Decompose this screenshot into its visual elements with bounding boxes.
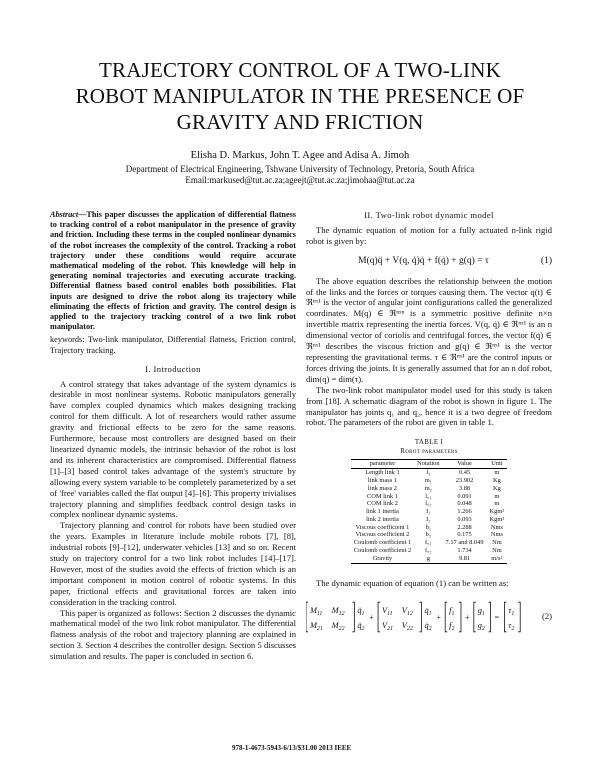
section-heading-model: II. Two-link robot dynamic model	[364, 210, 494, 220]
abstract-label: Abstract	[50, 210, 79, 219]
table-row	[351, 485, 507, 493]
equation-2	[306, 599, 552, 635]
intro-paragraph-3: This paper is organized as follows: Section 2 discusses the dynamic mathematical model of the two link robot manipulator. The differential flatness analysis of the robot and trajectory planning are explained in section 3. Section 4 describes the controller design. Section 5 discusses simulation and results. The paper is concluded in section 6.	[50, 607, 296, 662]
table-header-cell: parameter	[369, 460, 396, 468]
table-cell: g	[426, 554, 430, 562]
table-cell: m	[494, 492, 500, 500]
table-cell: 0.45	[458, 469, 471, 477]
svg-text:V22: $V_{22}$	[401, 620, 413, 632]
equation-1-body: M(q)q̈ + V(q, q̇)q̇ + f(q̇) + g(q) = τ	[358, 255, 489, 266]
title-line: TRAJECTORY CONTROL OF A TWO-LINK	[99, 58, 501, 82]
table-cell: Kgm²	[489, 508, 505, 516]
left-column	[50, 210, 296, 662]
svg-text:V21: $V_{21}$	[382, 620, 394, 632]
table-cell: I₂	[426, 515, 431, 523]
title-line: GRAVITY AND FRICTION	[176, 110, 424, 134]
table-cell: link 1 inertia	[366, 508, 399, 516]
email: Email:markused@tut.ac.za;ageejt@tut.ac.za;jimohaa@tut.ac.za	[185, 175, 415, 185]
svg-text:+: +	[436, 612, 442, 622]
table-cell: COM link 1	[367, 492, 398, 500]
intro-paragraph-1: A control strategy that takes advantage of the system dynamics is desirable in most nonlinear systems. Robotic manipulators generally have complex coupled dynamics which makes designing tracking control for them difficult. A lot of researchers would rather assume gravity and frictional effects to be zero for the same reasons. Furthermore, because most controllers are designed based on their linearized dynamic models, the intrinsic behavior of the robot is lost and its inherent characteristics are compromised. Differential flatness [1]–[3] based control takes advantage of the system's structure by allowing every system variable to be completely parameterized by a set of 'free' variables called the flat output [4]–[6]. This property trivialises trajectory planning and simplifies feedback control design tasks in complex nonlinear dynamic systems.	[50, 378, 296, 520]
table-cell: 0.048	[457, 500, 472, 508]
svg-text:q̇1: $q̇_1$	[424, 605, 432, 617]
table-row	[351, 555, 507, 563]
table-cell: Coulomb coefficient 1	[353, 539, 412, 547]
equation-1-number: (1)	[540, 255, 552, 266]
table-cell: 0.175	[457, 531, 472, 539]
table-header-cell: Notation	[417, 460, 440, 468]
table-cell: COM link 2	[367, 500, 398, 508]
table-cell: 7.17 and 8.049	[445, 539, 484, 547]
table-header-cell: Value	[457, 460, 472, 468]
table-cell: link mass 1	[367, 476, 398, 484]
table-cell: m	[494, 500, 500, 508]
table-row	[351, 493, 507, 501]
table-body	[351, 469, 507, 564]
robot-parameters-table	[351, 459, 507, 563]
svg-text:τ1: $\tau_1$	[508, 605, 515, 617]
affiliation-block	[30, 164, 570, 186]
table-cell: f꜀₁	[425, 539, 432, 547]
model-paragraph-4: The dynamic equation of equation (1) can be written as:	[316, 577, 509, 588]
svg-text:M22: $M_{22}$	[331, 620, 345, 632]
svg-text:f2: $f_2$	[449, 620, 455, 632]
abstract	[50, 210, 296, 332]
svg-text:τ2: $\tau_2$	[508, 620, 515, 632]
table-cell: 1.266	[457, 508, 472, 516]
table-cell: I₁	[426, 508, 431, 516]
model-paragraph-2: The above equation describes the relationship between the motion of the links and the forces or torques causing them. The vector q(t) ∈ ℜⁿˣ¹ is the vector of angular joint configurations called the generalized coordinates. M(q) ∈ ℜⁿˣⁿ is a symmetric positive definite n×n invertible matrix representing the inertia forces. V(q, q̇) ∈ ℜⁿˣ¹ is an n dimensional vector of coriolis and centrifugal forces, the vector f(q̇) ∈ ℜⁿˣ¹ describes the viscous friction and g(q) ∈ ℜⁿˣ¹ is the vector representing the gravitational terms. τ ∈ ℜⁿˣ¹ are the control inputs or forces driving the joints. It is generally assumed that for an n dof robot, dim(q) = dim(τ).	[306, 275, 552, 384]
svg-text:V12: $V_{12}$	[401, 605, 413, 617]
table-cell: Kg	[492, 476, 501, 484]
table-cell: l₁	[426, 469, 431, 477]
title-line: ROBOT MANIPULATOR IN THE PRESENCE OF	[75, 84, 525, 108]
table-cell: 2.288	[457, 523, 472, 531]
table-caption	[306, 438, 552, 456]
abstract-text: —This paper discusses the application of differential flatness to tracking control of a robot manipulator in the presence of gravity and friction. Including these terms in the coupled nonlinear dynamics of the robot increases the complexity of the control. Tracking a robot trajectory under these conditions would require accurate mathematical modeling of the robot. This knowledge will help in generating nominal trajectories and executing accurate tracking. Differential flatness based control enables both possibilities. Flat inputs are designed to drive the robot along its trajectory while eliminating the effects of friction and gravity. The control design is applied to the trajectory tracking control of a two link robot manipulator.	[50, 210, 296, 332]
table-cell: l꜀₂	[425, 500, 432, 508]
table-row	[351, 516, 507, 524]
equation-1	[306, 256, 552, 267]
svg-text:+: +	[464, 612, 470, 622]
table-row	[351, 547, 507, 555]
table-label: TABLE I	[414, 438, 444, 447]
equation-2-matrix	[306, 599, 539, 635]
svg-text:M11: $M_{11}$	[309, 605, 323, 617]
table-row	[351, 508, 507, 516]
table-cell: 0.091	[457, 492, 472, 500]
table-cell: Coulomb coefficient 2	[353, 547, 412, 555]
table-cell: link 2 inertia	[366, 515, 399, 523]
table-cell: 3.88	[458, 484, 471, 492]
table-row	[351, 477, 507, 485]
table-cell: 0.093	[457, 515, 472, 523]
table-cell: m/s²	[491, 554, 503, 562]
svg-text:+: +	[369, 612, 374, 622]
table-row	[351, 531, 507, 539]
table-cell: 23.902	[455, 476, 474, 484]
svg-text:=: =	[494, 612, 500, 622]
equation-2-number: (2)	[541, 611, 552, 622]
table-cell: Nm	[492, 539, 502, 547]
paper-title	[30, 57, 570, 135]
table-row	[351, 469, 507, 477]
table-cell: l꜀₁	[425, 492, 432, 500]
table-cell: 9.81	[458, 554, 471, 562]
table-cell: m	[494, 469, 500, 477]
table-title: Robot parameters	[400, 447, 458, 456]
model-paragraph-1: The dynamic equation of motion for a fully actuated n-link rigid robot is given by:	[306, 224, 552, 246]
svg-text:M12: $M_{12}$	[331, 605, 345, 617]
keywords: keywords: Two-link manipulator, Differential flatness, Friction control, Trajectory tracking.	[50, 335, 296, 356]
table-header-row	[351, 460, 507, 469]
model-paragraph-3: The two-link robot manipulator model used for this study is taken from [18]. A schematic diagram of the robot is shown in figure 1. The manipulator has joints q₁ and q₂, hence it is a two degree of freedom robot. The parameters of the robot are given in table 1.	[306, 384, 552, 428]
section-heading-introduction: I. Introduction	[145, 363, 201, 374]
svg-text:g1: $g_1$	[477, 605, 485, 617]
svg-text:q̇2: $q̇_2$	[424, 620, 432, 632]
table-cell: Nms	[490, 531, 503, 539]
table-cell: Kg	[492, 484, 501, 492]
table-cell: Length link 1	[365, 469, 400, 477]
table-cell: Nm	[492, 547, 502, 555]
table-cell: b₂	[425, 531, 432, 539]
table-row	[351, 500, 507, 508]
table-cell: Kgm²	[489, 515, 505, 523]
table-cell: m₁	[424, 476, 432, 484]
table-cell: Viscous coefficient 2	[355, 531, 410, 539]
table-header-cell: Unit	[491, 460, 503, 468]
table-row	[351, 524, 507, 532]
svg-text:g2: $g_2$	[477, 620, 485, 632]
footer-isbn: 978-1-4673-5943-6/13/$31.00 2013 IEEE	[232, 744, 352, 752]
svg-text:f1: $f_1$	[449, 605, 455, 617]
table-cell: Gravity	[372, 554, 393, 562]
intro-paragraph-2: Trajectory planning and control for robots have been studied over the years. Examples in literature include mobile robots [7], [8], industrial robots [9]–[12], underwater vehicles [13] and so on. Recent study on trajectory control for a two link robot includes [14]–[17]. However, most of the studies avoid the effects of friction which is an important component in motion control of robotic systems. In this paper, frictional effects and gravitational forces are taken into consideration in the tracking control.	[50, 520, 296, 607]
right-column	[306, 210, 552, 635]
svg-text:V11: $V_{11}$	[382, 605, 393, 617]
authors: Elisha D. Markus, John T. Agee and Adisa A. Jimoh	[190, 150, 410, 161]
table-cell: m₂	[424, 484, 432, 492]
affiliation: Department of Electrical Engineering, Tshwane University of Technology, Pretoria, South Africa	[125, 164, 475, 174]
table-row	[351, 539, 507, 547]
svg-text:q̈2: $q̈_2$	[357, 620, 365, 632]
svg-text:M21: $M_{21}$	[309, 620, 323, 632]
table-cell: f꜀₂	[425, 547, 432, 555]
table-cell: link mass 2	[367, 484, 398, 492]
table-cell: b₁	[425, 523, 432, 531]
table-cell: Nms	[490, 523, 503, 531]
table-cell: Viscous coefficient 1	[355, 523, 410, 531]
svg-text:q̈1: $q̈_1$	[357, 605, 365, 617]
table-cell: 1.734	[457, 547, 472, 555]
